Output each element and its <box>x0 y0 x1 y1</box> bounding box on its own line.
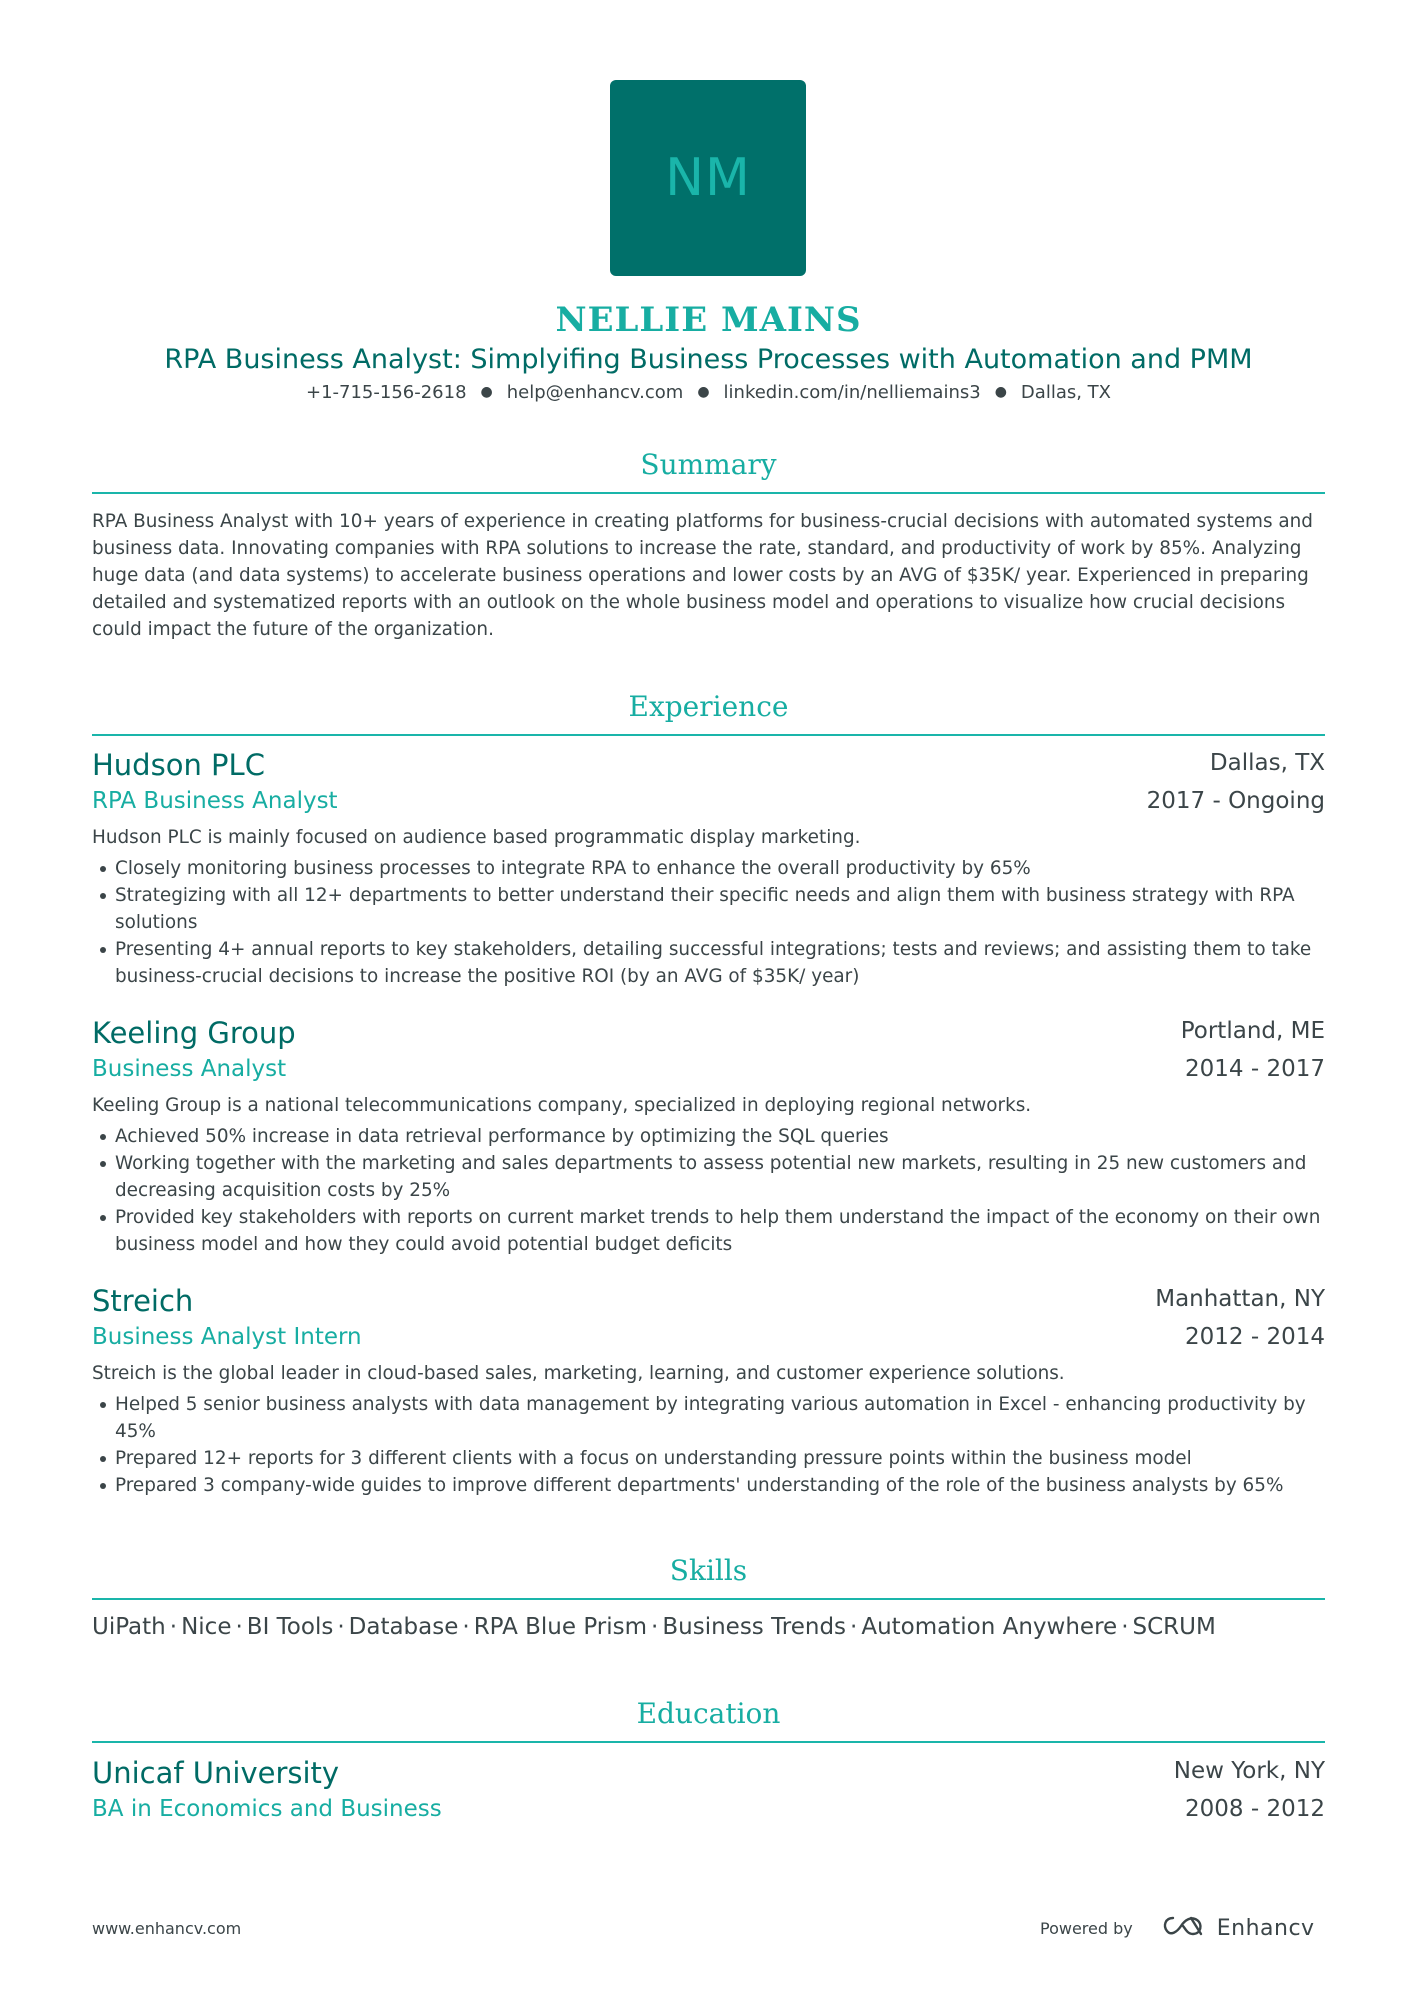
footer-powered-by: Powered by <box>1040 1918 1133 1938</box>
skill-item: RPA Blue Prism <box>473 1614 648 1640</box>
skill-item: SCRUM <box>1132 1614 1216 1640</box>
section-title-summary: Summary <box>640 448 777 481</box>
candidate-headline: RPA Business Analyst: Simplyifing Business Processes with Automation and PMM <box>164 344 1253 375</box>
section-divider <box>92 1741 1325 1743</box>
list-item: Closely monitoring business processes to integrate RPA to enhance the overall productivity by 65% <box>92 855 1325 882</box>
job-location: Portland, ME <box>1180 1018 1325 1044</box>
education-degree: BA in Economics and Business <box>92 1796 442 1822</box>
job-bullets <box>92 855 1325 990</box>
list-item: Prepared 12+ reports for 3 different clients with a focus on understanding pressure points within the business model <box>92 1445 1325 1472</box>
job-bullets <box>92 1123 1325 1258</box>
section-title-education: Education <box>636 1697 781 1730</box>
list-item: Achieved 50% increase in data retrieval performance by optimizing the SQL queries <box>92 1123 1325 1150</box>
section-divider <box>92 734 1325 736</box>
education-location: New York, NY <box>1173 1758 1325 1784</box>
list-item: Prepared 3 company-wide guides to improve different departments' understanding of the role of the business analysts by 65% <box>92 1472 1325 1499</box>
job-dates: 2014 - 2017 <box>1185 1056 1325 1082</box>
job-bullets <box>92 1391 1325 1499</box>
job-company: Streich <box>92 1284 194 1318</box>
footer-branding <box>1040 1914 1315 1942</box>
summary-text: RPA Business Analyst with 10+ years of experience in creating platforms for business-crucial decisions with automated systems and business data. Innovating companies with RPA solutions to increase the rate, standard, and productivity of work by 85%. Analyzing huge data (and data systems) to accelerate business operations and lower costs by an AVG of $35K/ year. Experienced in preparing detailed and systematized reports with an outlook on the whole business model and operations to visualize how crucial decisions could impact the future of the organization. <box>92 511 1313 640</box>
contact-email: help@enhancv.com <box>506 382 684 403</box>
list-item: Strategizing with all 12+ departments to better understand their specific needs and align them with business strategy with RPA solutions <box>92 882 1325 936</box>
avatar-initials: NM <box>665 148 751 208</box>
job-company: Hudson PLC <box>92 748 265 782</box>
job-dates: 2012 - 2014 <box>1185 1324 1325 1350</box>
list-item: Working together with the marketing and sales departments to assess potential new markets, resulting in 25 new customers and decreasing acquisition costs by 25% <box>92 1150 1325 1204</box>
list-item: Helped 5 senior business analysts with data management by integrating various automation in Excel - enhancing productivity by 45% <box>92 1391 1325 1445</box>
section-title-experience: Experience <box>628 690 789 723</box>
contact-phone: +1-715-156-2618 <box>305 382 467 403</box>
contact-location: Dallas, TX <box>1020 382 1111 403</box>
avatar <box>610 80 806 276</box>
job-dates: 2017 - Ongoing <box>1146 788 1325 814</box>
contact-separator: ● <box>994 384 1007 400</box>
contact-line <box>92 382 1325 403</box>
skill-item: Automation Anywhere <box>861 1614 1118 1640</box>
job-description: Hudson PLC is mainly focused on audience based programmatic display marketing. <box>92 827 861 848</box>
contact-linkedin: linkedin.com/in/nelliemains3 <box>723 382 981 403</box>
list-item: Presenting 4+ annual reports to key stakeholders, detailing successful integrations; tests and reviews; and assisting them to take business-crucial decisions to increase the positive ROI (by an AVG of $35K/ year) <box>92 936 1325 990</box>
skill-item: BI Tools <box>246 1614 334 1640</box>
job-role: Business Analyst <box>92 1056 287 1082</box>
list-item: Provided key stakeholders with reports on current market trends to help them understand the impact of the economy on their own business model and how they could avoid potential budget deficits <box>92 1204 1325 1258</box>
enhancv-logo-icon <box>1161 1914 1207 1942</box>
skill-item: UiPath <box>92 1614 166 1640</box>
skill-item: Database <box>348 1614 459 1640</box>
skills-list: UiPath · Nice · BI Tools · Database · RPA Blue Prism · Business Trends · Automation Anywhere · SCRUM <box>92 1614 1216 1640</box>
skill-item: Business Trends <box>662 1614 847 1640</box>
contact-separator: ● <box>697 384 710 400</box>
job-role: RPA Business Analyst <box>92 788 338 814</box>
footer-brand-name: Enhancv <box>1216 1915 1315 1941</box>
candidate-name: NELLIE MAINS <box>555 300 862 340</box>
education-dates: 2008 - 2012 <box>1185 1796 1325 1822</box>
section-divider <box>92 492 1325 494</box>
education-school: Unicaf University <box>92 1756 340 1790</box>
job-description: Streich is the global leader in cloud-based sales, marketing, learning, and customer experience solutions. <box>92 1363 1065 1384</box>
section-divider <box>92 1598 1325 1600</box>
footer-website: www.enhancv.com <box>92 1919 242 1938</box>
job-location: Dallas, TX <box>1209 750 1325 776</box>
contact-separator: ● <box>480 384 493 400</box>
job-role: Business Analyst Intern <box>92 1324 362 1350</box>
job-location: Manhattan, NY <box>1155 1286 1325 1312</box>
section-title-skills: Skills <box>669 1554 748 1587</box>
job-description: Keeling Group is a national telecommunications company, specialized in deploying regional networks. <box>92 1095 1032 1116</box>
job-company: Keeling Group <box>92 1016 296 1050</box>
skill-item: Nice <box>181 1614 232 1640</box>
